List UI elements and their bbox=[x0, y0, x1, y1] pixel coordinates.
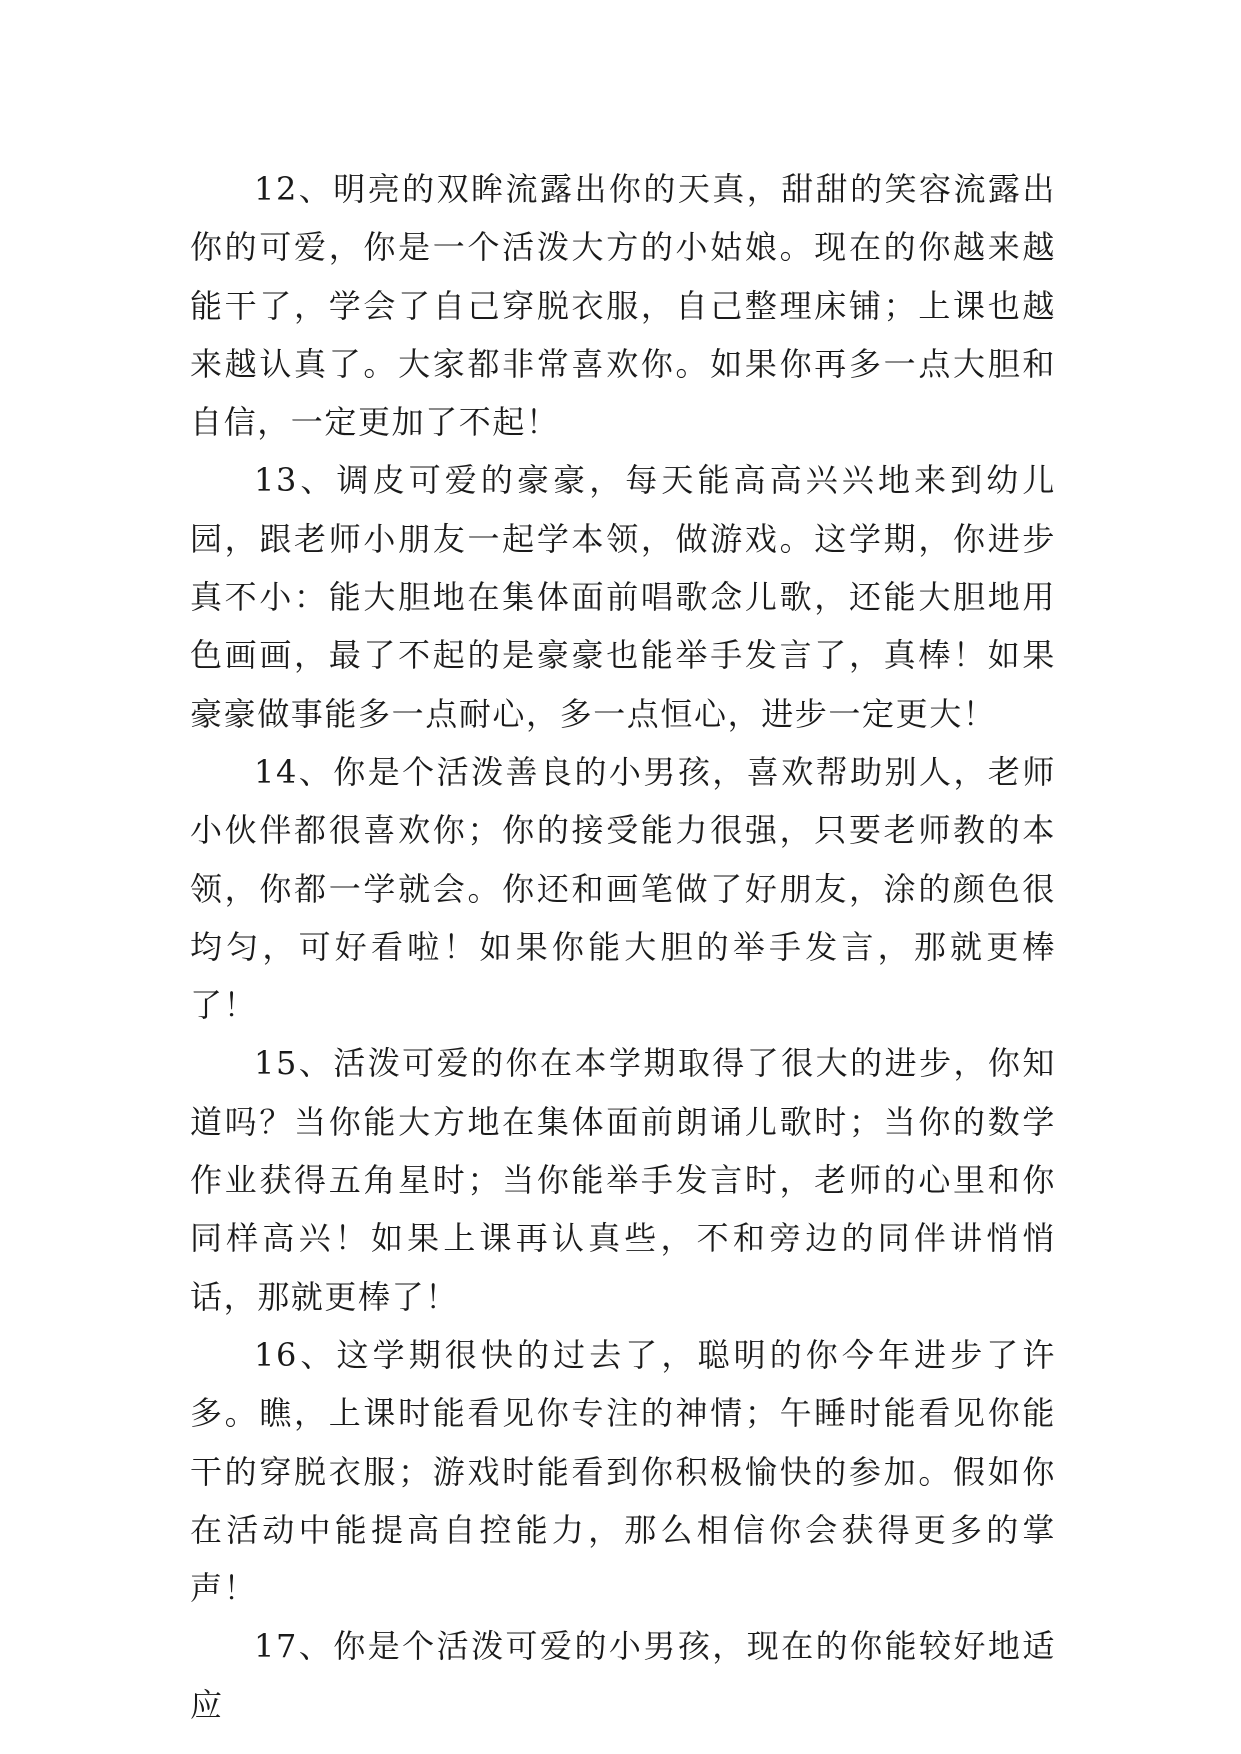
paragraph-15: 15、活泼可爱的你在本学期取得了很大的进步，你知道吗？当你能大方地在集体面前朗诵儿歌时；当你的数学作业获得五角星时；当你能举手发言时，老师的心里和你同样高兴！如果上课再认真些，不和旁边的同伴讲悄悄话，那就更棒了！ bbox=[190, 1044, 1056, 1316]
paragraph-16: 16、这学期很快的过去了，聪明的你今年进步了许多。瞧，上课时能看见你专注的神情；午睡时能看见你能干的穿脱衣服；游戏时能看到你积极愉快的参加。假如你在活动中能提高自控能力，那么相信你会获得更多的掌声！ bbox=[190, 1335, 1056, 1608]
document-body bbox=[190, 160, 1056, 1734]
paragraph-12: 12、明亮的双眸流露出你的天真，甜甜的笑容流露出你的可爱，你是一个活泼大方的小姑娘。现在的你越来越能干了，学会了自己穿脱衣服，自己整理床铺；上课也越来越认真了。大家都非常喜欢你。如果你再多一点大胆和自信，一定更加了不起！ bbox=[190, 170, 1056, 442]
paragraph-17: 17、你是个活泼可爱的小男孩，现在的你能较好地适应 bbox=[190, 1627, 1056, 1724]
paragraph-13: 13、调皮可爱的豪豪，每天能高高兴兴地来到幼儿园，跟老师小朋友一起学本领，做游戏。这学期，你进步真不小：能大胆地在集体面前唱歌念儿歌，还能大胆地用色画画，最了不起的是豪豪也能举手发言了，真棒！如果豪豪做事能多一点耐心，多一点恒心，进步一定更大！ bbox=[190, 461, 1056, 733]
paragraph-14: 14、你是个活泼善良的小男孩，喜欢帮助别人，老师小伙伴都很喜欢你；你的接受能力很强，只要老师教的本领，你都一学就会。你还和画笔做了好朋友，涂的颜色很均匀，可好看啦！如果你能大胆的举手发言，那就更棒了！ bbox=[190, 752, 1056, 1025]
